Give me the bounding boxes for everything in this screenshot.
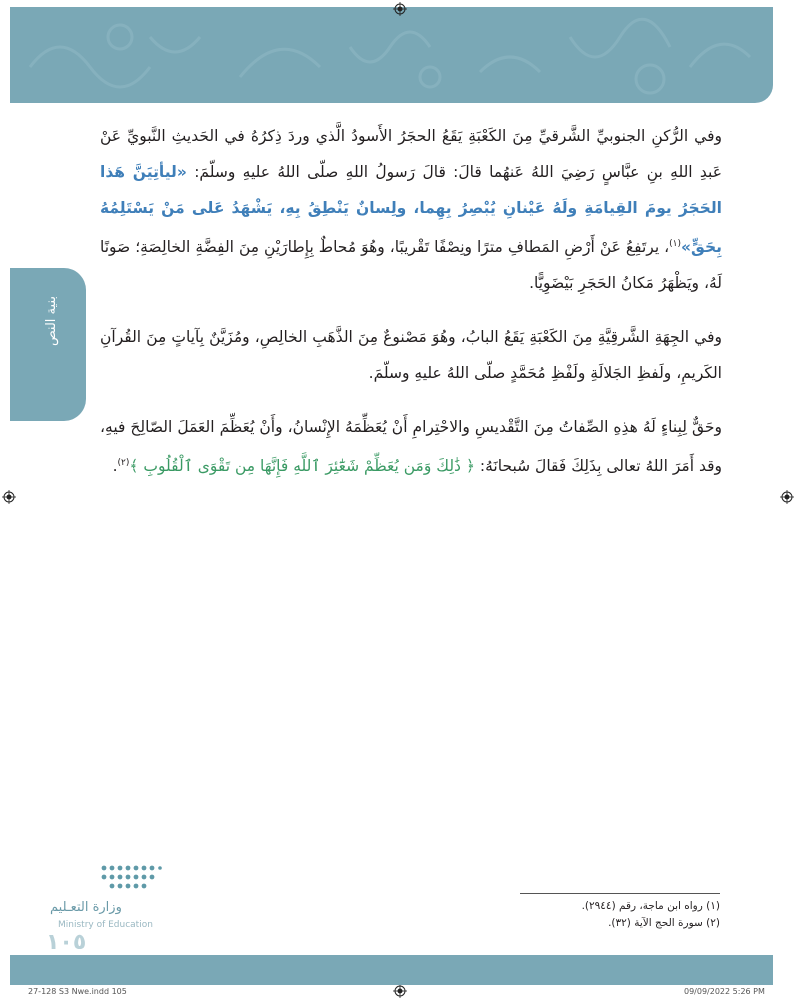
registration-mark-icon <box>393 984 407 998</box>
paragraph-1-intro: وفي الرُّكنِ الجنوبيِّ الشَّرقيِّ مِنَ الكَعْبَةِ يَقَعُ الحجَرُ الأَسودُ الَّذي وردَ ذِكرُهُ في الحَديثِ النَّبويِّ عَنْ عَبدِ اللهِ بنِ عبَّاسٍ رَضِيَ اللهُ عَنهُما قالَ: قالَ رَسولُ اللهِ صلّى اللهُ عليهِ وسلّمَ: <box>100 127 722 181</box>
paragraph-3-intro: وحَقٌّ لِبِناءٍ لَهُ هذِهِ الصِّفاتُ مِنَ التَّقْديسِ والاحْتِرامِ أَنْ يُعَظِّمَهُ الإِنْسانُ، وأَنْ يُعَظِّمَ العَمَلَ الصّالِحَ فيهِ، وقد أَمَرَ اللهُ تعالى بِذَلِكَ فَقالَ سُبحانَهُ: <box>100 418 722 476</box>
logo-dots-icon <box>100 862 162 894</box>
registration-mark-icon <box>393 2 407 16</box>
paragraph-1-rest: ، يرتَفِعُ عَنْ أَرْضِ المَطافِ مترًا ونِصْفًا تَقْريبًا، وهُوَ مُحاطٌ بِإِطارَيْنِ مِنَ الفِضَّةِ الخالِصَةِ؛ صَونًا لَهُ، ويَظْهَرُ مَكانُ الحَجَرِ بَيْضَوِيًّا. <box>100 238 722 293</box>
print-slug-file: 27-128 S3 Nwe.indd 105 <box>28 987 127 996</box>
print-slug-date: 09/09/2022 5:26 PM <box>684 987 765 996</box>
footnote-1: (١) رواه ابن ماجة، رقم (٢٩٤٤). <box>581 900 720 912</box>
registration-mark-icon <box>2 490 16 504</box>
footer-band <box>10 955 773 985</box>
ministry-name-ar: وزارة التعـليم <box>50 900 122 915</box>
footnote-2: (٢) سورة الحج الآية (٣٢). <box>608 917 720 929</box>
paragraph-2: وفي الجِهَةِ الشَّرقِيَّةِ مِنَ الكَعْبَةِ يَقَعُ البابُ، وهُوَ مَصْنوعٌ مِنَ الذَّهَبِ الخالِصِ، ومُزَيَّنٌ بِآياتٍ مِنَ القُرآنِ الكَريمِ، ولَفظِ الجَلالَةِ ولَفْظِ مُحَمَّدٍ صلّى اللهُ عليهِ وسلّمَ. <box>100 328 722 383</box>
paragraph-3-end: . <box>112 457 118 476</box>
footnote-divider <box>520 893 720 894</box>
footnote-ref: (٢) <box>117 458 130 469</box>
registration-mark-icon <box>780 490 794 504</box>
paragraph-1 <box>100 118 722 301</box>
ministry-name-en: Ministry of Education <box>58 920 153 930</box>
hadith-quote: «ليأتِيَنَّ هَذا الحَجَرُ يومَ القِيامَةِ ولَهُ عَيْنانِ يُبْصِرُ بِهِما، ولِسانٌ يَنْطِقُ بِهِ، يَشْهَدُ عَلى مَنْ يَسْتَلِمُهُ بِحَقٍّ» <box>100 163 722 257</box>
footnote-ref: (١) <box>669 239 682 249</box>
footnotes <box>500 898 720 932</box>
page-number: ١٠٥ <box>46 930 87 955</box>
decorative-pattern <box>10 7 773 103</box>
quran-verse: ﴿ ذَٰلِكَ وَمَن يُعَظِّمْ شَعَٰٓئِرَ ٱللَّهِ فَإِنَّهَا مِن تَقْوَى ٱلْقُلُوبِ ﴾ <box>129 457 475 476</box>
paragraph-3 <box>100 409 722 484</box>
header-band <box>10 7 773 103</box>
section-side-tab <box>10 268 86 421</box>
body-text <box>100 118 722 502</box>
section-label: بنية النص <box>44 296 59 346</box>
